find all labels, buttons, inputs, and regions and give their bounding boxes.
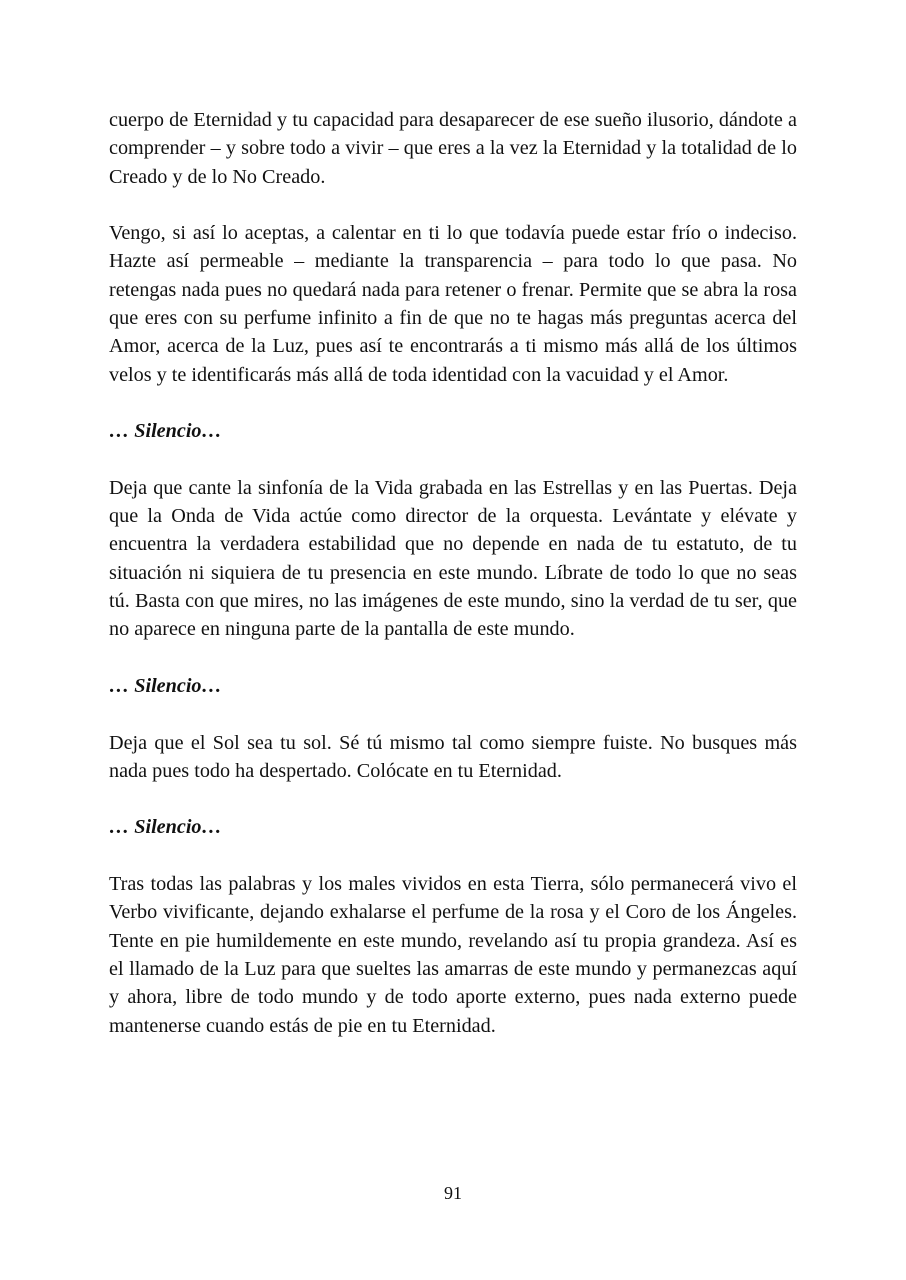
silence-marker-3: … Silencio… xyxy=(109,816,222,839)
silence-marker-2: … Silencio… xyxy=(109,674,222,697)
page-number: 91 xyxy=(444,1183,462,1203)
paragraph-5: Tras todas las palabras y los males vividos en esta Tierra, sólo permanecerá vivo el Verbo vivificante, dejando exhalarse el perfume de la rosa y el Coro de los Ángeles. Tente en pie humildemente en este mundo, revelando así tu propia grandeza. Así es el llamado de la Luz para que sueltes las amarras de este mundo y permanezcas aquí y ahora, libre de todo mundo y de todo aporte externo, pues nada externo puede mantenerse cuando estás de pie en tu Eternidad. xyxy=(109,873,797,1037)
paragraph-2: Vengo, si así lo aceptas, a calentar en ti lo que todavía puede estar frío o indeciso. Hazte así permeable – mediante la transparencia – para todo lo que pasa. No retengas nada pues no quedará nada para retener o frenar. Permite que se abra la rosa que eres con su perfume infinito a fin de que no te hagas más preguntas acerca del Amor, acerca de la Luz, pues así te encontrarás a ti mismo más allá de los últimos velos y te identificarás más allá de toda identidad con la vacuidad y el Amor. xyxy=(109,222,797,386)
paragraph-3: Deja que cante la sinfonía de la Vida grabada en las Estrellas y en las Puertas. Deja que la Onda de Vida actúe como director de la orquesta. Levántate y elévate y encuentra la verdadera estabilidad que no depende en nada de tu estatuto, de tu situación ni siquiera de tu presencia en este mundo. Líbrate de todo lo que no seas tú. Basta con que mires, no las imágenes de este mundo, sino la verdad de tu ser, que no aparece en ninguna parte de la pantalla de este mundo. xyxy=(109,476,797,641)
silence-marker-1: … Silencio… xyxy=(109,420,222,443)
page-body xyxy=(109,106,797,1068)
paragraph-1: cuerpo de Eternidad y tu capacidad para desaparecer de ese sueño ilusorio, dándote a comprender – y sobre todo a vivir – que eres a la vez la Eternidad y la totalidad de lo Creado y de lo No Creado. xyxy=(109,109,797,188)
paragraph-4: Deja que el Sol sea tu sol. Sé tú mismo tal como siempre fuiste. No busques más nada pues todo ha despertado. Colócate en tu Eternidad. xyxy=(109,731,797,782)
